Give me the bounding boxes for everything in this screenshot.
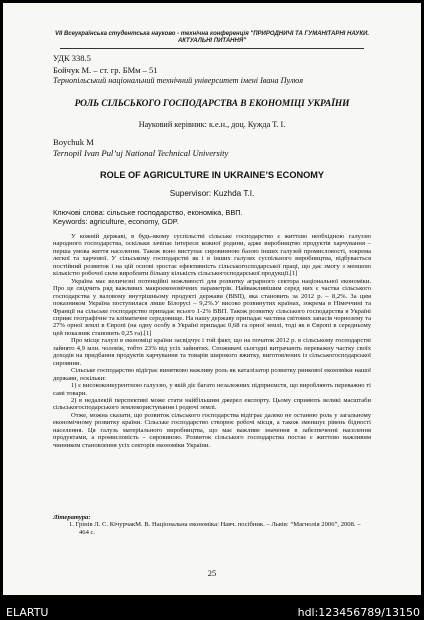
body-paragraph: Україна має величезні потенційні можливості для розвитку аграрного сектора національної економіки. Про це свідчить ряд важливих макроекономічних параметрів. Найважливішим серед них є частка сільського господарства у валовому внутрішньому продукті держави (ВВП), яка становить за 2012 р. – 8,2%. За цим показником Україна поступилася лише Білорусі – 9,2%.У високо розвинутих країнах, зокрема в Німеччині та Франції на сільське господарство припадає всього 1-2% ВВП. Також розвитку сільського господарства в Україні сприяє географічне та кліматичне середовище. На нашу державу припадає частина світових запасів чорнозему та 27% орної землі в Європі (на одну особу в Україні припадає 0,68 га орної землі, тоді як в Європі в середньому цей показник становить 0,25 га).[1] bbox=[53, 277, 371, 337]
body-paragraph: У кожній державі, в будь-якому суспільстві сільське господарство є життєво необхідною галуззю народного господарства, оскільки зачіпає інтереси кожної родини, адже виробництво продуктів харчування – перша умова життя населення. Також воно виступає сировинною базою інших галузей промисловості, зокрема легкої та харчової. У сільському господарстві як і в інших галузях суспільного виробництва, відбувається постійний розвиток і на цій основі зростає ефективність сільськогосподарської праці, що дає змогу з меншою кількістю робочої сили виробляти більшу кількість сільськогосподарської продукції.[1] bbox=[53, 233, 371, 278]
page-number: 25 bbox=[207, 568, 217, 578]
institution-ua: Тернопільський національний технічний університет імені Івана Пулюя bbox=[53, 76, 304, 85]
conference-header-line2: АКТУАЛЬНІ ПИТАННЯ" bbox=[177, 38, 247, 44]
literature-title: Література: bbox=[53, 514, 91, 521]
header-divider bbox=[60, 48, 364, 49]
literature-section bbox=[53, 514, 371, 536]
handle-identifier: hdl:123456789/13150 bbox=[297, 606, 420, 619]
conference-header-line1: VII Всеукраїнська студентська науково - технічна конференція "ПРИРОДНИЧІ ТА ГУМАНІТАРНІ НАУКИ. bbox=[54, 31, 370, 37]
udk-code: УДК 338.5 bbox=[53, 53, 91, 63]
literature-item: 1. Грінів Л. С. КічурчакМ. В. Національна економіка: Навч. посібник. – Львів: “Магнолія 2006”, 2008. – 464 с. bbox=[69, 521, 361, 536]
body-paragraph: Отже, можна сказати, що розвиток сільського господарства відіграє далеко не останню роль у загальному економічному розвитку країни. Сільське господарство створює робочі місця, а також зменшує рівень бідності населення. Ця галузь матеріального виробництва, що має важливе значення в забезпеченні населення продуктами, а промисловість – сировиною. Розвиток сільського господарства постає є життєво важливим чинником становлення усіх секторів економіки України. bbox=[53, 411, 371, 449]
body-paragraph: 1) є висококонкурентною галуззю, у якій діє багато незалежних підприємств, що виробляють переважно ті самі товари. bbox=[53, 382, 371, 397]
document-page bbox=[3, 3, 421, 595]
article-title-en: ROLE OF AGRICULTURE IN UKRAINE’S ECONOMY bbox=[99, 170, 325, 180]
supervisor-en: Supervisor: Kuzhda T.I. bbox=[169, 189, 255, 198]
keywords-ua: Ключові слова: сільське господарство, економіка, ВВП. bbox=[53, 208, 243, 217]
body-paragraph: Сільське господарство відіграє винятково важливу роль як каталізатор розвитку ринкової економіки нашої держави, оскільки: bbox=[53, 367, 371, 382]
keywords-en: Keywords: agriculture, economy, GDP. bbox=[53, 217, 179, 226]
article-body bbox=[53, 233, 371, 449]
author-en: Boychuk M bbox=[53, 137, 94, 147]
conference-header bbox=[3, 31, 421, 45]
repository-label: ELARTU bbox=[6, 606, 49, 619]
body-paragraph: Про місце галузі в економіці країни засвідчує і той факт, що на початок 2012 р. в сільському господарстві зайнято 4,9 млн. чоловік, тобто 23% від усіх зайнятих. Споживачі сьогодні витрачають переважну частку своїх доходів на придбання продуктів харчування та товарів широкого вжитку, виготовлених із сільськогосподарської сировини. bbox=[53, 337, 371, 367]
author-ua: Бойчук М. – ст. гр. БМм – 51 bbox=[53, 65, 158, 75]
article-title-ua: РОЛЬ СІЛЬСЬКОГО ГОСПОДАРСТВА В ЕКОНОМІЦІ УКРАЇНИ bbox=[74, 99, 350, 109]
institution-en: Ternopil Ivan Pul’uj National Technical University bbox=[53, 148, 229, 158]
body-paragraph: 2) в недалекій перспективі може стати найбільшим джерел експорту. Цьому сприяють великі масштаби сільськогосподарського землекористування і родючі землі. bbox=[53, 396, 371, 412]
supervisor-ua: Науковий керівник: к.е.н., доц. Кужда Т. І. bbox=[138, 120, 286, 129]
